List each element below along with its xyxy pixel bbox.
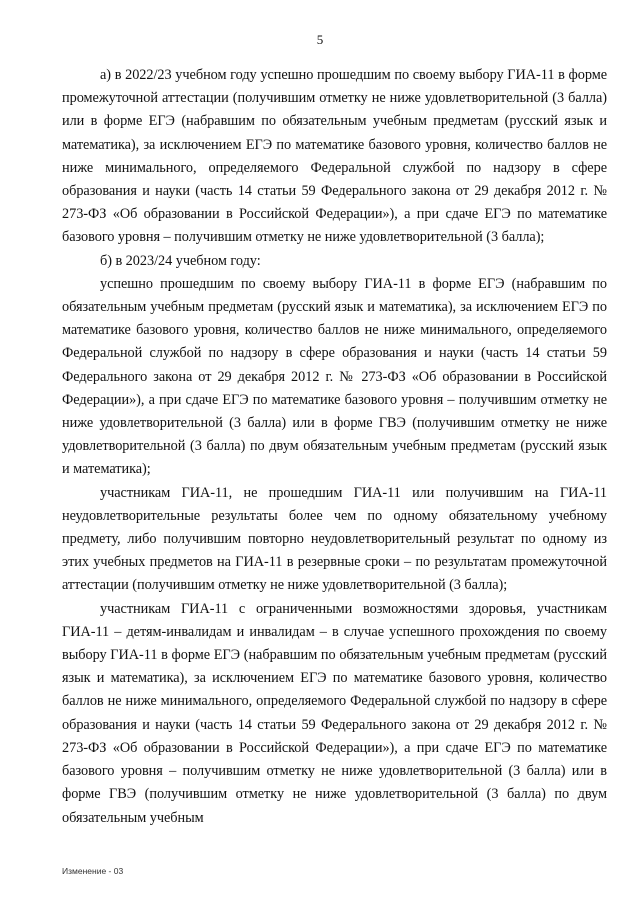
paragraph-b-2023-24-heading: б) в 2023/24 учебном году: bbox=[100, 252, 261, 269]
page-number: 5 bbox=[316, 32, 324, 47]
document-body bbox=[62, 64, 607, 830]
paragraph-disabled-participants: участникам ГИА-11 с ограниченными возможностями здоровья, участникам ГИА-11 – детям-инвалидам и инвалидам – в случае успешного прохождения по своему выбору ГИА-11 в форме ЕГЭ (набравшим по обязательным учебным предметам (русский язык и математика), за исключением ЕГЭ по математике базового уровня, количество баллов не ниже минимального, определяемого Федеральной службой по надзору в сфере образования и науки (часть 14 статьи 59 Федерального закона от 29 декабря 2012 г. № 273-ФЗ «Об образовании в Российской Федерации»), а при сдаче ЕГЭ по математике базового уровня – получившим отметку не ниже удовлетворительной (3 балла) или в форме ГВЭ (получившим отметку не ниже удовлетворительной (3 балла) по двум обязательным учебным bbox=[62, 600, 607, 826]
paragraph-failed-participants: участникам ГИА-11, не прошедшим ГИА-11 или получившим на ГИА-11 неудовлетворительные результаты более чем по одному обязательному учебному предмету, либо получившим повторно неудовлетворительный результат по одному из этих учебных предметов на ГИА-11 в резервные сроки – по результатам промежуточной аттестации (получившим отметку не ниже удовлетворительной (3 балла); bbox=[62, 484, 607, 594]
paragraph-ege-gve-passed: успешно прошедшим по своему выбору ГИА-11 в форме ЕГЭ (набравшим по обязательным учебным предметам (русский язык и математика), за исключением ЕГЭ по математике базового уровня, количество баллов не ниже минимального, определяемого Федеральной службой по надзору в сфере образования и науки (часть 14 статьи 59 Федерального закона от 29 декабря 2012 г. № 273-ФЗ «Об образовании в Российской Федерации»), а при сдаче ЕГЭ по математике базового уровня – получившим отметку не ниже удовлетворительной (3 балла) или в форме ГВЭ (получившим отметку не ниже удовлетворительной (3 балла) по двум обязательным учебным предметам (русский язык и математика); bbox=[62, 275, 607, 478]
revision-note: Изменение - 03 bbox=[62, 866, 124, 876]
paragraph-a-2022-23: а) в 2022/23 учебном году успешно прошедшим по своему выбору ГИА-11 в форме промежуточной аттестации (получившим отметку не ниже удовлетворительной (3 балла) или в форме ЕГЭ (набравшим по обязательным учебным предметам (русский язык и математика), за исключением ЕГЭ по математике базового уровня, количество баллов не ниже минимального, определяемого Федеральной службой по надзору в сфере образования и науки (часть 14 статьи 59 Федерального закона от 29 декабря 2012 г. № 273-ФЗ «Об образовании в Российской Федерации»), а при сдаче ЕГЭ по математике базового уровня – получившим отметку не ниже удовлетворительной (3 балла); bbox=[62, 67, 607, 246]
